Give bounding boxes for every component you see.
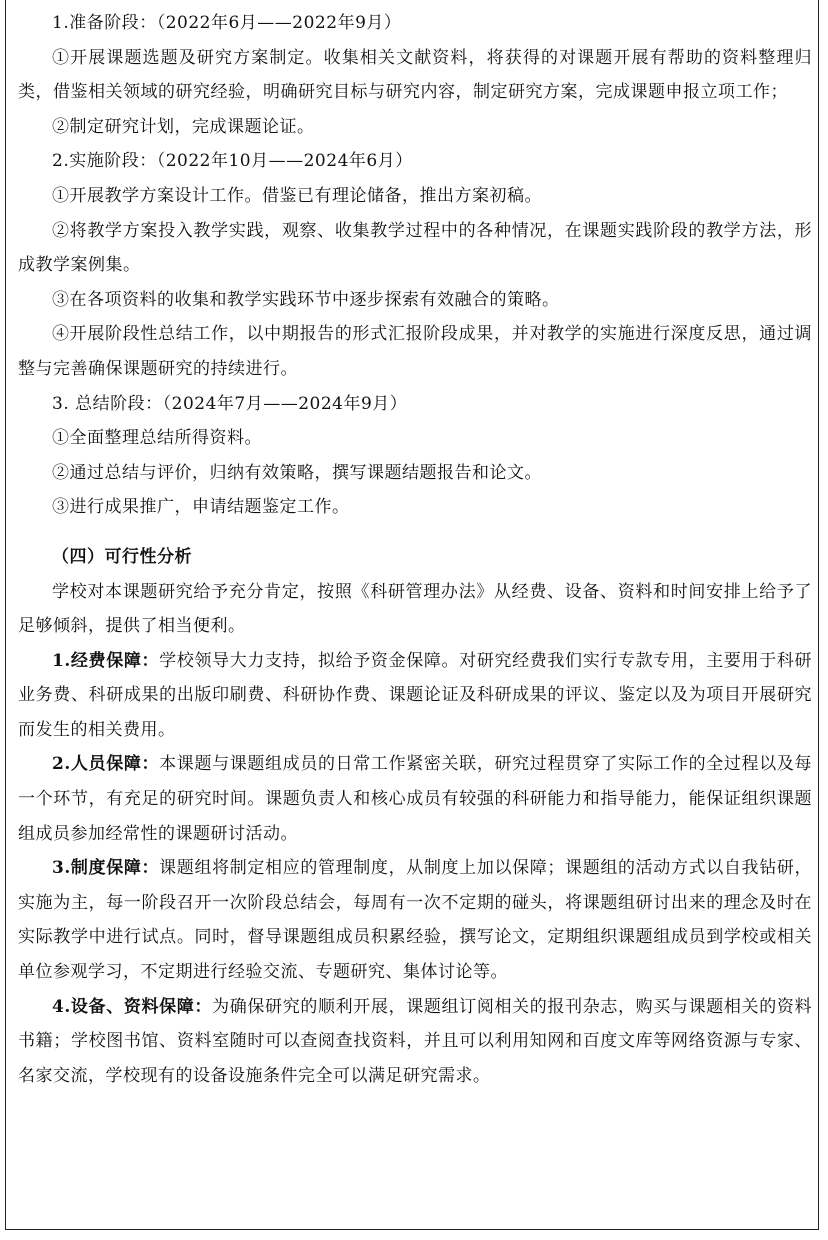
feasibility-heading: （四）可行性分析	[52, 546, 192, 567]
funding-label: 1.经费保障：	[52, 650, 160, 671]
phase2-title: 2.实施阶段：（2022年10月——2024年6月）	[52, 151, 413, 172]
equipment-paragraph	[18, 990, 812, 1094]
system-text: 课题组将制定相应的管理制度，从制度上加以保障；课题组的活动方式以自我钻研，实施为主，每一阶段召开一次阶段总结会，每周有一次不定期的碰头，将课题组研讨出来的理念及时在实际教学中进行试点。同时，督导课题组成员积累经验，撰写论文，定期组织课题组成员到学校或相关单位参观学习，不定期进行经验交流、专题研究、集体讨论等。	[18, 858, 812, 983]
phase2-item1: ①开展教学方案设计工作。借鉴已有理论储备，推出方案初稿。	[52, 185, 542, 206]
personnel-label: 2.人员保障：	[52, 754, 160, 775]
phase1-item1: ①开展课题选题及研究方案制定。收集相关文献资料，将获得的对课题开展有帮助的资料整理归类，借鉴相关领域的研究经验，明确研究目标与研究内容，制定研究方案，完成课题申报立项工作；	[18, 47, 812, 103]
system-paragraph	[18, 851, 812, 989]
phase3-item1: ①全面整理总结所得资料。	[52, 428, 262, 449]
feasibility-intro: 学校对本课题研究给予充分肯定，按照《科研管理办法》从经费、设备、资料和时间安排上给予了足够倾斜，提供了相当便利。	[18, 581, 812, 637]
phase1-item2: ②制定研究计划，完成课题论证。	[52, 116, 315, 137]
phase2-item3: ③在各项资料的收集和教学实践环节中逐步探索有效融合的策略。	[52, 289, 560, 310]
phase3-item3: ③进行成果推广，申请结题鉴定工作。	[52, 497, 350, 518]
personnel-paragraph	[18, 747, 812, 851]
phase3-item2: ②通过总结与评价，归纳有效策略，撰写课题结题报告和论文。	[52, 462, 542, 483]
phase3-title: 3. 总结阶段：（2024年7月——2024年9月）	[52, 393, 408, 414]
funding-paragraph	[18, 644, 812, 748]
phase2-item4: ④开展阶段性总结工作，以中期报告的形式汇报阶段成果，并对教学的实施进行深度反思，通过调整与完善确保课题研究的持续进行。	[18, 324, 812, 379]
equipment-label: 4.设备、资料保障：	[52, 996, 213, 1017]
personnel-text: 本课题与课题组成员的日常工作紧密关联，研究过程贯穿了实际工作的全过程以及每一个环节，有充足的研究时间。课题负责人和核心成员有较强的科研能力和指导能力，能保证组织课题组成员参加经常性的课题研讨活动。	[18, 754, 812, 844]
phase2-item2: ②将教学方案投入教学实践，观察、收集教学过程中的各种情况，在课题实践阶段的教学方法，形成教学案例集。	[18, 220, 812, 276]
funding-text: 学校领导大力支持，拟给予资金保障。对研究经费我们实行专款专用，主要用于科研业务费、科研成果的出版印刷费、科研协作费、课题论证及科研成果的评议、鉴定以及为项目开展研究而发生的相关费用。	[18, 650, 812, 740]
equipment-text: 为确保研究的顺利开展，课题组订阅相关的报刊杂志，购买与课题相关的资料书籍；学校图书馆、资料室随时可以查阅查找资料，并且可以利用知网和百度文库等网络资源与专家、名家交流，学校现有的设备设施条件完全可以满足研究需求。	[18, 996, 813, 1086]
document-body	[18, 6, 812, 1093]
phase1-title: 1.准备阶段：（2022年6月——2022年9月）	[52, 13, 402, 33]
system-label: 3.制度保障：	[52, 858, 160, 879]
